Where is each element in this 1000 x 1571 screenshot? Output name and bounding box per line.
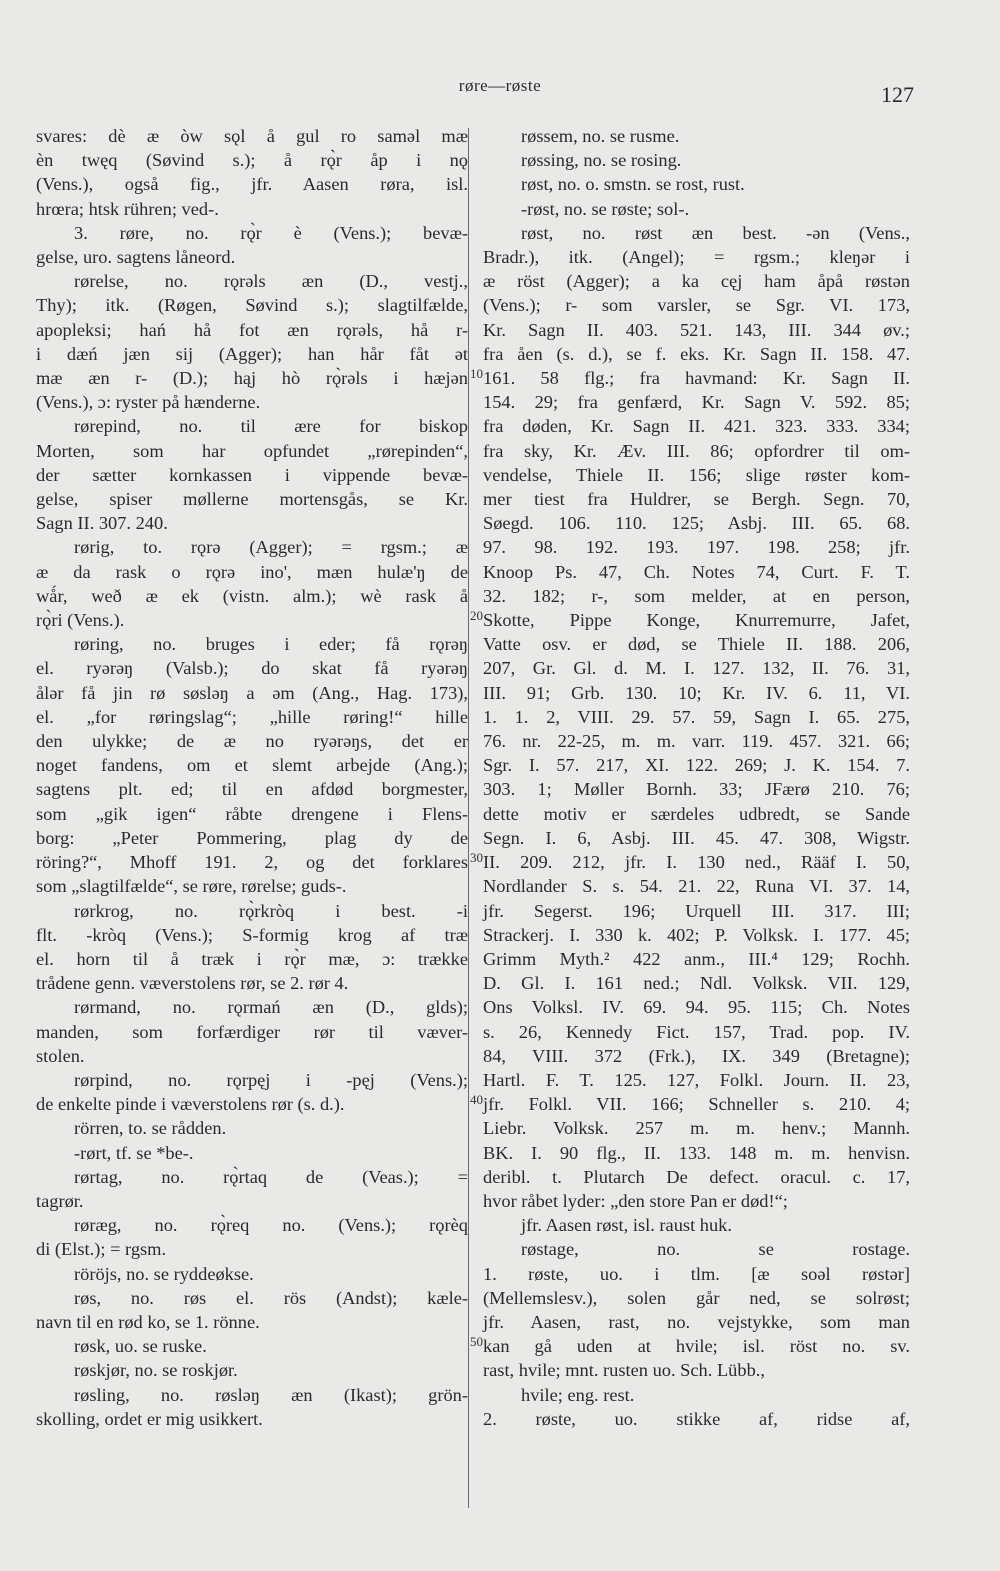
right-line-51: kan gå uden at hvile; isl. röst no. sv. (483, 1336, 910, 1357)
left-line-20: wǻr, weð æ ek (vistn. alm.); wè rask å (36, 585, 468, 606)
left-line-41: de enkelte pinde i væverstolens rør (s. d.). (36, 1094, 345, 1115)
right-line-16: mer tiest fra Huldrer, se Bergh. Segn. 70, (483, 489, 910, 510)
left-line-44: rørtag, no. rǫ̀rtaq de (Veas.); = (74, 1166, 468, 1187)
left-line-28: sagtens plt. ed; til en afdød borgmester, (36, 779, 468, 800)
right-line-26: 76. nr. 22-25, m. m. varr. 119. 457. 321. 66; (483, 731, 910, 752)
right-line-4: -røst, no. se røste; sol-. (521, 198, 690, 219)
left-line-52: røskjør, no. se roskjør. (74, 1360, 238, 1381)
left-line-42: rörren, to. se rådden. (74, 1118, 227, 1139)
right-line-13: fra døden, Kr. Sagn II. 421. 323. 333. 334; (483, 416, 910, 437)
right-line-52: rast, hvile; mnt. rusten uo. Sch. Lübb., (483, 1360, 765, 1381)
left-line-9: apopleksi; hań hå fot æn rǫrəls, hå r- (36, 319, 468, 340)
left-line-19: æ da rask o rǫrə ino', mæn hulæ'ŋ de (36, 561, 468, 582)
right-line-46: jfr. Aasen røst, isl. raust huk. (521, 1215, 732, 1236)
right-line-22: Vatte osv. er død, se Thiele II. 188. 206, (483, 634, 910, 655)
left-line-35: el. horn til å træk i rǫ̀r mæ, ɔ: trække (36, 948, 468, 969)
right-line-38: s. 26, Kennedy Fict. 157, Trad. pop. IV. (483, 1021, 910, 1042)
right-line-43: BK. I. 90 flg., II. 133. 148 m. m. henvisn. (483, 1142, 910, 1163)
left-line-33: rørkrog, no. rǫ̀rkròq i best. -i (74, 900, 468, 921)
right-line-12: 154. 29; fra genfærd, Kr. Sagn V. 592. 85; (483, 392, 910, 413)
right-line-28: 303. 1; Møller Bornh. 33; JFærø 210. 76; (483, 779, 910, 800)
left-line-6: gelse, uro. sagtens låneord. (36, 247, 236, 268)
right-line-42: Liebr. Volksk. 257 m. m. henv.; Mannh. (483, 1118, 910, 1139)
left-line-26: den ulykke; de æ no ryərəŋs, det er (36, 731, 468, 752)
left-line-34: flt. -kròq (Vens.); S-formig krog af træ (36, 924, 468, 945)
right-line-1: røssem, no. se rusme. (521, 126, 680, 146)
left-line-54: skolling, ordet er mig usikkert. (36, 1408, 263, 1429)
left-line-27: noget fandens, om et slemt arbejde (Ang.); (36, 755, 468, 776)
line-number-40: 40 (470, 1092, 483, 1107)
right-line-31: II. 209. 212, jfr. I. 130 ned., Rääf I. 50, (483, 852, 910, 873)
right-line-49: (Mellemslesv.), solen går ned, se solrøst; (483, 1287, 910, 1308)
left-line-39: stolen. (36, 1045, 85, 1066)
right-line-54: 2. røste, uo. stikke af, ridse af, (483, 1408, 910, 1429)
column-divider (468, 128, 469, 1508)
left-line-50: navn til en rød ko, se 1. rönne. (36, 1311, 260, 1332)
left-line-31: röring?“, Mhoff 191. 2, og det forklares (36, 852, 468, 873)
left-line-32: som „slagtilfælde“, se røre, rørelse; guds-. (36, 876, 347, 897)
right-line-7: æ röst (Agger); a ka cęj ham åpå røstən (483, 271, 910, 292)
right-line-33: jfr. Segerst. 196; Urquell III. 317. III; (483, 900, 910, 921)
right-line-21: Skotte, Pippe Konge, Knurremurre, Jafet, (483, 610, 910, 631)
right-line-20: 32. 182; r-, som melder, at en person, (483, 585, 910, 606)
left-line-53: røsling, no. røsləŋ æn (Ikast); grön- (74, 1384, 468, 1405)
right-line-3: røst, no. o. smstn. se rost, rust. (521, 174, 745, 195)
right-line-40: Hartl. F. T. 125. 127, Folkl. Journ. II. 23, (483, 1069, 910, 1090)
left-line-7: rørelse, no. rǫrəls æn (D., vestj., (74, 271, 468, 292)
right-line-5: røst, no. røst æn best. -ən (Vens., (521, 222, 910, 243)
right-line-24: III. 91; Grb. 130. 10; Kr. IV. 6. 11, VI. (483, 682, 910, 703)
left-line-48: röröjs, no. se ryddeøkse. (74, 1263, 254, 1284)
left-line-24: ålər få jin rø søsləŋ a əm (Ang., Hag. 173), (36, 682, 468, 703)
right-line-35: Grimm Myth.² 422 anm., III.⁴ 129; Rochh. (483, 948, 910, 969)
left-line-16: gelse, spiser møllerne mortensgås, se Kr. (36, 489, 468, 510)
right-line-41: jfr. Folkl. VII. 166; Schneller s. 210. 4; (483, 1094, 910, 1115)
left-line-8: Thy); itk. (Røgen, Søvind s.); slagtilfælde, (36, 295, 468, 316)
page-number: 127 (881, 82, 914, 107)
right-line-29: dette motiv er særdeles udbredt, se Sande (483, 803, 910, 824)
right-line-15: vendelse, Thiele II. 156; slige røster kom- (483, 464, 910, 485)
line-number-30: 30 (470, 850, 483, 865)
left-line-13: rørepind, no. til ære for biskop (74, 416, 468, 437)
left-line-4: hrœra; htsk rühren; ved-. (36, 198, 219, 219)
left-line-51: røsk, uo. se ruske. (74, 1336, 207, 1357)
line-number-10: 10 (470, 366, 483, 381)
left-line-2: èn twęq (Søvind s.); å rǫ̀r åp i nǫ (36, 150, 468, 171)
left-line-3: (Vens.), også fig., jfr. Aasen røra, isl. (36, 174, 468, 195)
left-line-21: rǫ̀ri (Vens.). (36, 610, 125, 631)
left-line-11: mæ æn r- (D.); hąj hò rǫ̀rəls i hæjən (36, 368, 468, 389)
left-line-46: røræg, no. rǫ̀req no. (Vens.); rǫrèq (74, 1215, 468, 1236)
right-column (483, 124, 910, 1431)
left-line-12: (Vens.), ɔ: ryster på hænderne. (36, 392, 261, 413)
right-line-39: 84, VIII. 372 (Frk.), IX. 349 (Bretagne); (483, 1045, 910, 1066)
left-line-36: trådene genn. væverstolens rør, se 2. rør 4. (36, 973, 349, 994)
left-line-37: rørmand, no. rǫrmań æn (D., glds); (74, 997, 468, 1018)
left-line-29: som „gik igen“ råbte drengene i Flens- (36, 803, 468, 824)
left-line-15: der sætter kornkassen i vippende bevæ- (36, 464, 468, 485)
left-line-18: rørig, to. rǫrə (Agger); = rgsm.; æ (74, 537, 468, 558)
left-line-22: røring, no. bruges i eder; få rǫrəŋ (74, 634, 468, 655)
left-line-10: i dæń jæn sij (Agger); han hår fåt ət (36, 343, 468, 364)
right-line-37: Ons Volksl. IV. 69. 94. 95. 115; Ch. Notes (483, 997, 910, 1018)
left-line-1: svares: dè æ òw sǫl å gul ro saməl mæ (36, 126, 468, 146)
right-line-10: fra åen (s. d.), se f. eks. Kr. Sagn II. 158. 47. (483, 343, 910, 364)
right-line-17: Søegd. 106. 110. 125; Asbj. III. 65. 68. (483, 513, 910, 534)
right-line-19: Knoop Ps. 47, Ch. Notes 74, Curt. F. T. (483, 561, 910, 582)
right-line-32: Nordlander S. s. 54. 21. 22, Runa VI. 37. 14, (483, 876, 910, 897)
left-line-5: 3. røre, no. rǫ̀r è (Vens.); bevæ- (74, 222, 468, 243)
right-line-6: Bradr.), itk. (Angel); = rgsm.; kleŋər i (483, 247, 910, 268)
right-line-45: hvor råbet lyder: „den store Pan er død!“; (483, 1190, 788, 1211)
right-line-8: (Vens.); r- som varsler, se Sgr. VI. 173, (483, 295, 910, 316)
left-line-43: -rørt, tf. se *be-. (74, 1142, 194, 1163)
line-number-20: 20 (470, 608, 483, 623)
left-line-14: Morten, som har opfundet „rørepinden“, (36, 440, 468, 461)
left-line-25: el. „for røringslag“; „hille røring!“ hille (36, 706, 468, 727)
left-line-30: borg: „Peter Pommering, plag dy de (36, 827, 468, 848)
left-line-17: Sagn II. 307. 240. (36, 513, 168, 534)
right-line-23: 207, Gr. Gl. d. M. I. 127. 132, II. 76. 31, (483, 658, 910, 679)
running-header: røre—røste (458, 76, 542, 95)
right-line-9: Kr. Sagn II. 403. 521. 143, III. 344 øv.; (483, 319, 910, 340)
right-line-18: 97. 98. 192. 193. 197. 198. 258; jfr. (483, 537, 910, 558)
left-line-47: di (Elst.); = rgsm. (36, 1239, 167, 1260)
right-line-36: D. Gl. I. 161 ned.; Ndl. Volksk. VII. 129, (483, 973, 910, 994)
left-column (36, 124, 468, 1431)
right-line-2: røssing, no. se rosing. (521, 150, 682, 171)
left-line-40: rørpind, no. rǫrpęj i -pęj (Vens.); (74, 1069, 468, 1090)
left-line-38: manden, som forfærdiger rør til væver- (36, 1021, 468, 1042)
right-line-30: Segn. I. 6, Asbj. III. 45. 47. 308, Wigstr. (483, 827, 910, 848)
right-line-48: 1. røste, uo. i tlm. [æ soəl røstər] (483, 1263, 910, 1284)
left-line-23: el. ryərəŋ (Valsb.); do skat få ryərəŋ (36, 658, 468, 679)
line-number-50: 50 (470, 1334, 483, 1349)
right-line-44: deribl. t. Plutarch De defect. oracul. c. 17, (483, 1166, 910, 1187)
right-line-11: 161. 58 flg.; fra havmand: Kr. Sagn II. (483, 368, 910, 389)
right-line-25: 1. 1. 2, VIII. 29. 57. 59, Sagn I. 65. 275, (483, 706, 910, 727)
right-line-14: fra sky, Kr. Æv. III. 86; opfordrer til om- (483, 440, 910, 461)
right-line-53: hvile; eng. rest. (521, 1384, 635, 1405)
right-line-34: Strackerj. I. 330 k. 402; P. Volksk. I. 177. 45; (483, 924, 910, 945)
right-line-47: røstage, no. se rostage. (521, 1239, 910, 1260)
right-line-50: jfr. Aasen, rast, no. vejstykke, som man (483, 1311, 910, 1332)
left-line-45: tagrør. (36, 1190, 84, 1211)
right-line-27: Sgr. I. 57. 217, XI. 122. 269; J. K. 154. 7. (483, 755, 910, 776)
left-line-49: røs, no. røs el. rös (Andst); kæle- (74, 1287, 468, 1308)
